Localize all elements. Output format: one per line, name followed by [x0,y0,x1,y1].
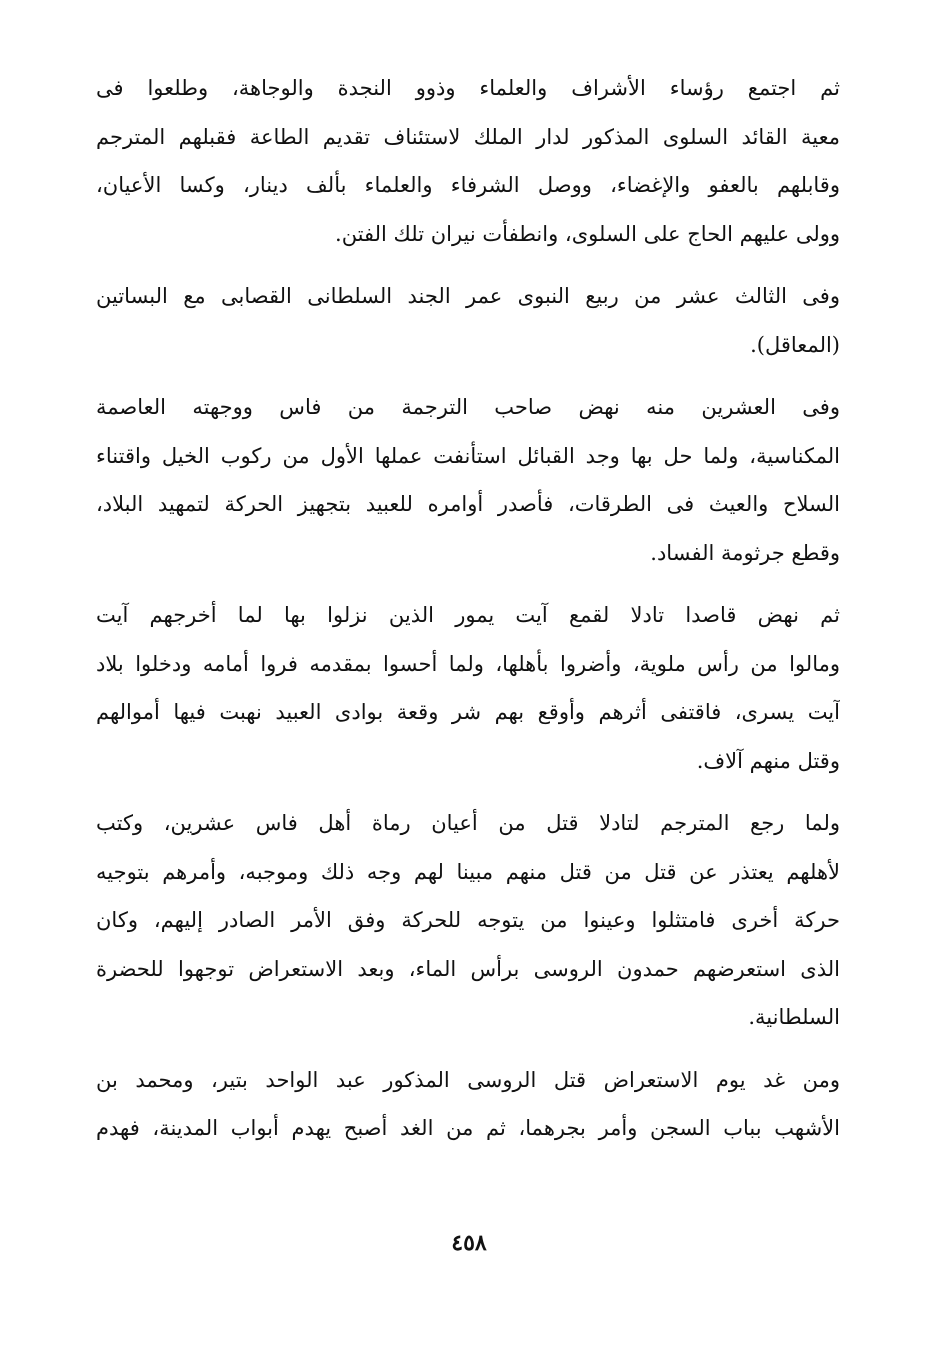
text-line: وقطع جرثومة الفساد. [650,540,840,565]
text-line: الأشهب بباب السجن وأمر بجرهما، ثم من الغد أصبح يهدم أبواب المدينة، فهدم [96,1116,840,1140]
paragraph [96,1056,840,1153]
text-line: ثم نهض قاصدا تادلا لقمع آيت يمور الذين نزلوا بها لما أخرجهم آيت [96,603,840,627]
text-line: الذى استعرضهم حمدون الروسى برأس الماء، وبعد الاستعراض توجهوا للحضرة [96,956,840,981]
text-line: السلطانية. [748,1005,840,1029]
text-line: ومالوا من رأس ملوية، وأضروا بأهلها، ولما أحسوا بمقدمه فروا أمامه ودخلوا بلاد [96,651,840,676]
text-line: ثم اجتمع رؤساء الأشراف والعلماء وذوو النجدة والوجاهة، وطلعوا فى [96,76,840,100]
text-line: وفى العشرين منه نهض صاحب الترجمة من فاس ووجهته العاصمة [96,395,840,419]
paragraph [96,272,840,369]
text-line: وقابلهم بالعفو والإغضاء، ووصل الشرفاء والعلماء بألف دينار، وكسا الأعيان، [96,173,840,197]
page-body-text [96,64,840,1167]
text-line: حركة أخرى فامتثلوا وعينوا من يتوجه للحركة وفق الأمر الصادر إليهم، وكان [96,908,840,932]
text-line: معية القائد السلوى المذكور لدار الملك لاستئناف تقديم الطاعة فقبلهم المترجم [96,124,840,149]
text-line: آيت يسرى، فاقتفى أثرهم وأوقع بهم شر وقعة بوادى العبيد نهبت فيها أموالهم [96,700,840,724]
paragraph [96,591,840,785]
text-line: السلاح والعيث فى الطرقات، فأصدر أوامره للعبيد بتجهيز الحركة لتمهيد البلاد، [96,492,840,516]
text-line: لأهلهم يعتذر عن قتل من قتل منهم مبينا لهم وجه ذلك وموجبه، وأمرهم بتوجيه [96,859,840,884]
paragraph [96,799,840,1042]
text-line: ولما رجع المترجم لتادلا قتل من أعيان رماة أهل فاس عشرين، وكتب [96,811,840,835]
text-line: وقتل منهم آلاف. [696,748,840,773]
text-line: وولى عليهم الحاج على السلوى، وانطفأت نيران تلك الفتن. [335,221,840,246]
text-line: (المعاقل). [750,332,840,357]
page-number: ٤٥٨ [451,1230,487,1256]
text-line: المكناسية، ولما حل بها وجد القبائل استأنفت عملها الأول من ركوب الخيل واقتناء [96,443,840,468]
text-line: وفى الثالث عشر من ربيع النبوى عمر الجند السلطانى القصابى مع البساتين [96,284,840,308]
text-line: ومن غد يوم الاستعراض قتل الروسى المذكور عبد الواحد بتير، ومحمد بن [96,1067,840,1092]
paragraph [96,383,840,577]
paragraph [96,64,840,258]
